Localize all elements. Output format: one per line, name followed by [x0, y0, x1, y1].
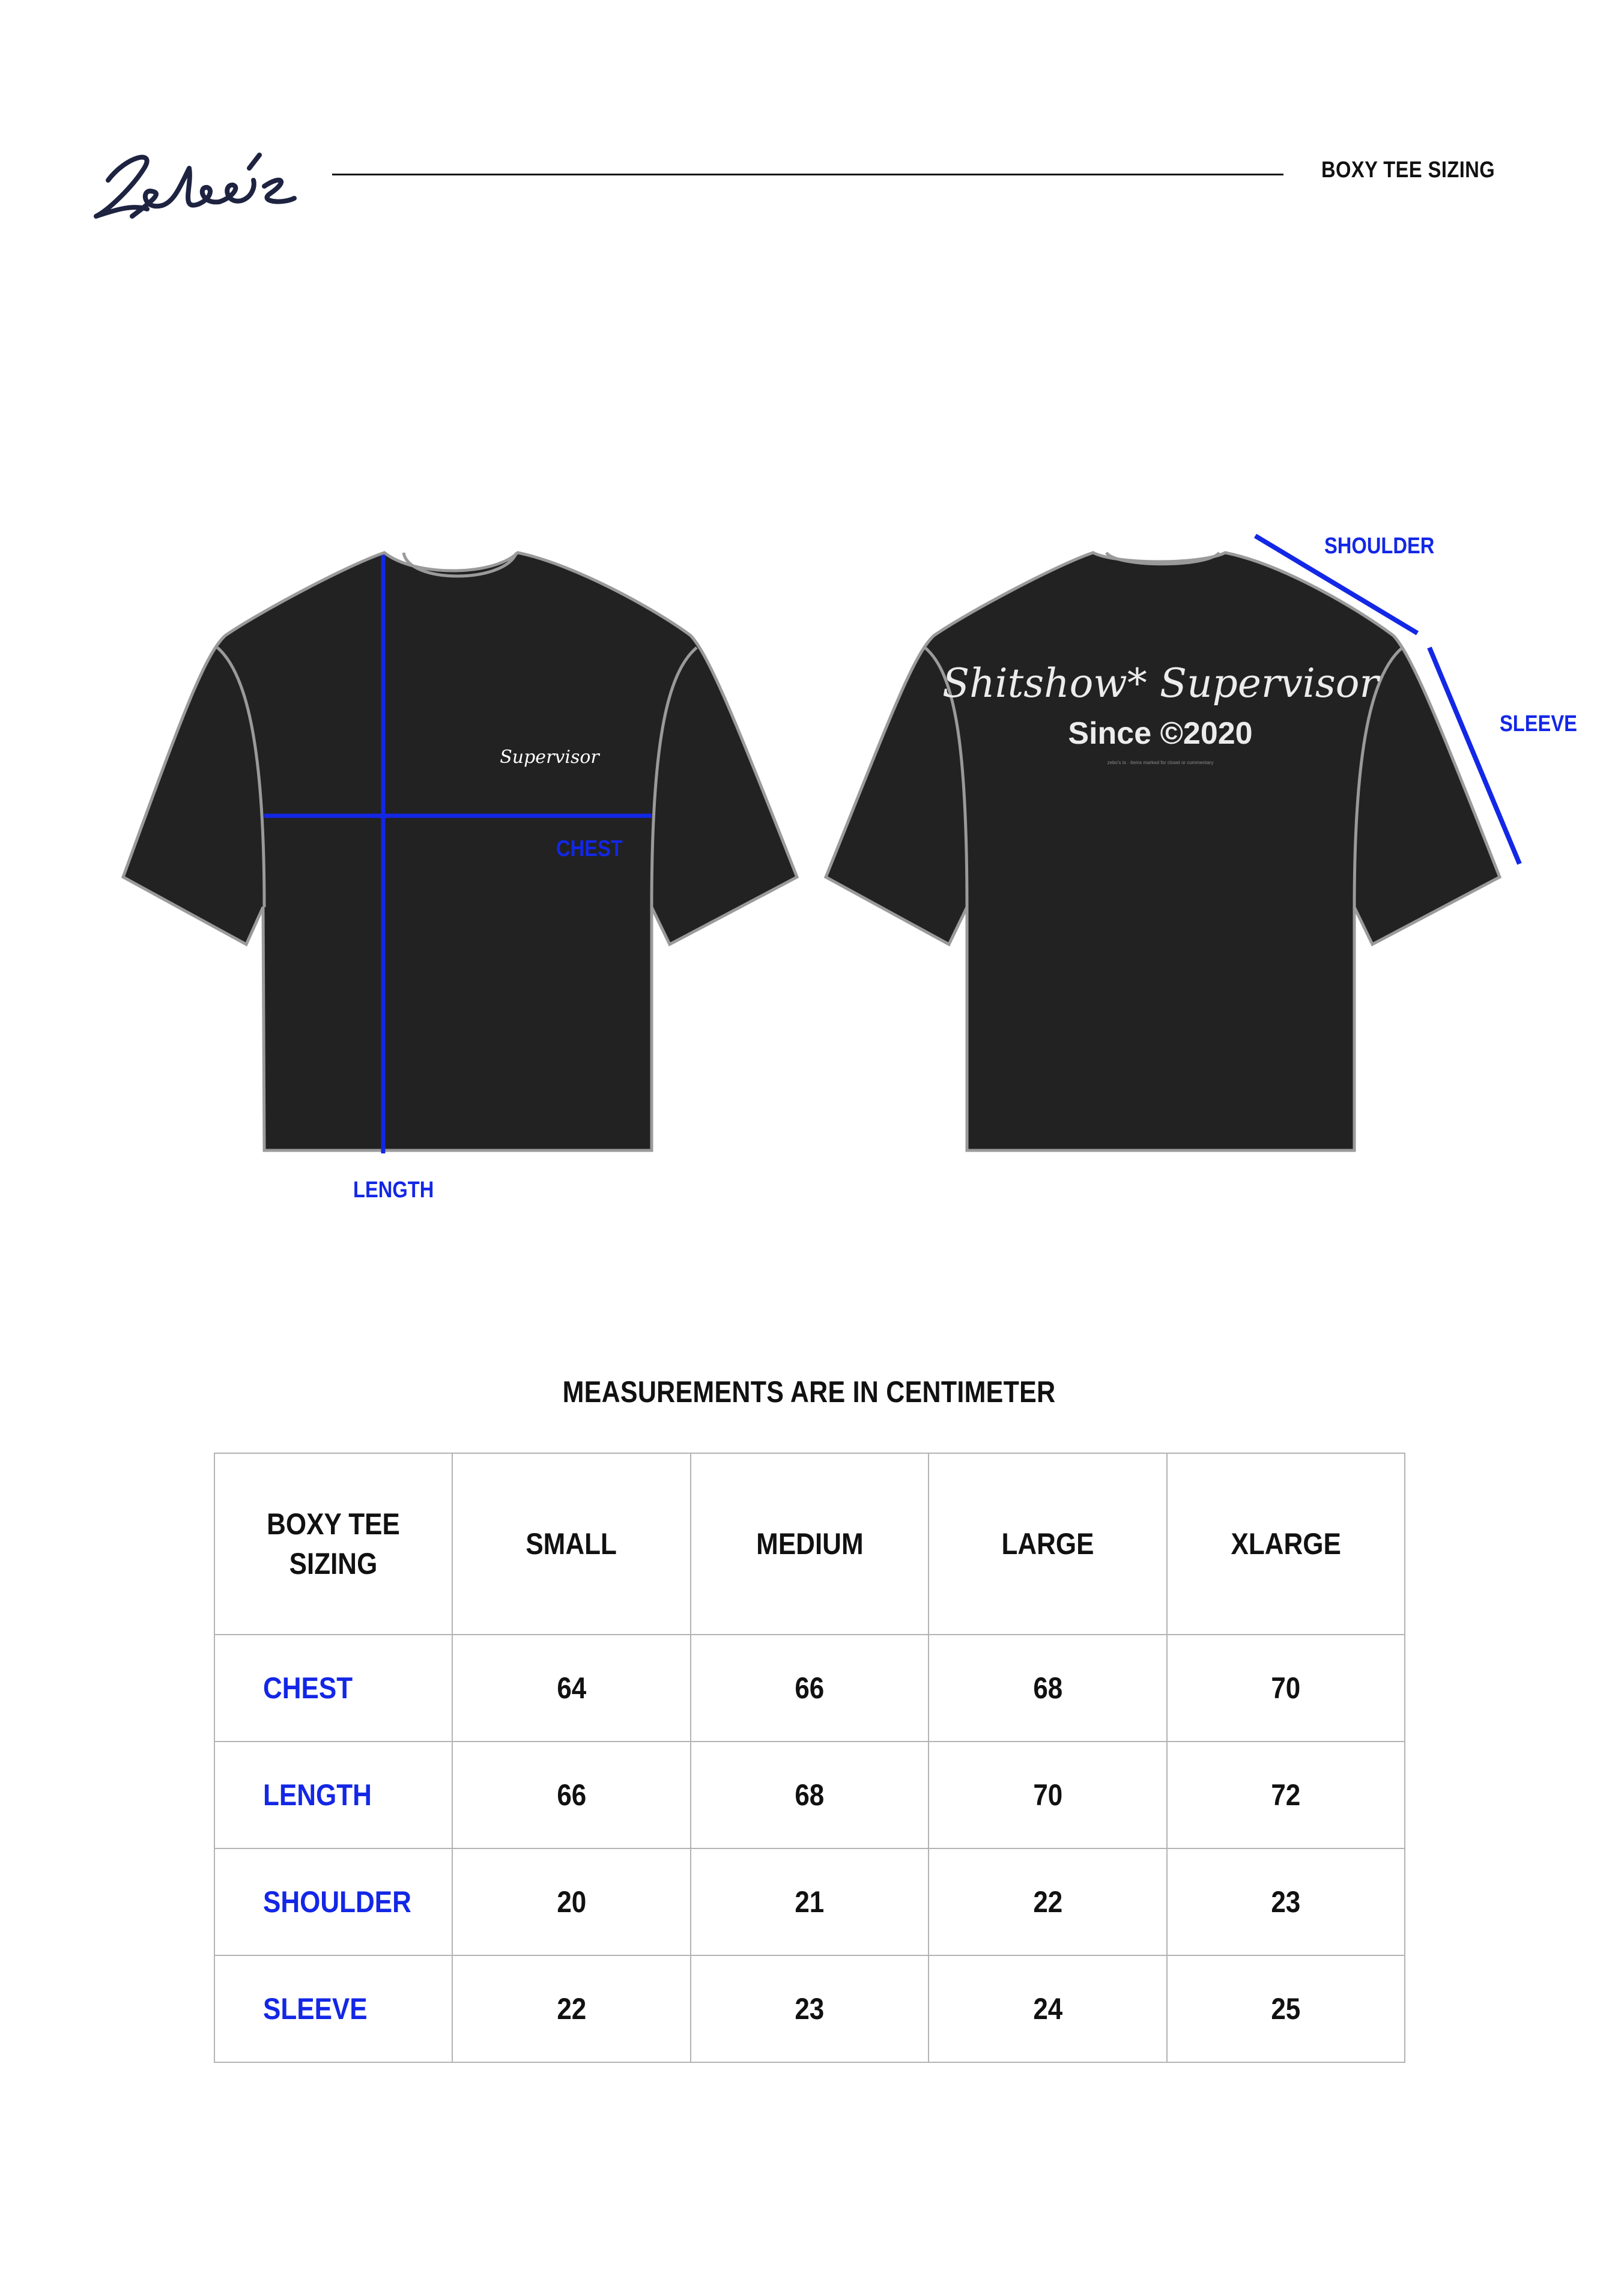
tee-back-body — [826, 553, 1500, 1150]
tee-back-print-line1: Shitshow* Supervisor — [942, 660, 1379, 706]
table-cell: 70 — [929, 1742, 1166, 1848]
tee-back — [826, 536, 1520, 1150]
table-cell: 66 — [452, 1742, 690, 1848]
length-label: LENGTH — [353, 1177, 434, 1203]
table-corner-line2: SIZING — [289, 1547, 378, 1581]
table-cell: 22 — [929, 1848, 1166, 1955]
header-divider — [332, 174, 1283, 175]
table-cell: 25 — [1167, 1955, 1405, 2062]
table-row — [214, 1742, 1405, 1848]
table-cell: 21 — [691, 1848, 929, 1955]
chest-label: CHEST — [556, 836, 623, 861]
units-note: MEASUREMENTS ARE IN CENTIMETER — [562, 1375, 1056, 1409]
table-corner — [214, 1453, 452, 1635]
table-cell: 68 — [691, 1742, 929, 1848]
tee-back-print-small: zebo's ts · items marked for closet or commentary — [1107, 760, 1214, 765]
table-corner-line1: BOXY TEE — [267, 1507, 401, 1541]
table-cell: 23 — [1167, 1848, 1405, 1955]
table-row — [214, 1635, 1405, 1742]
column-header: XLARGE — [1167, 1453, 1405, 1635]
brand-signature-icon — [90, 144, 306, 228]
tee-front — [123, 553, 797, 1153]
sleeve-label: SLEEVE — [1500, 711, 1577, 736]
table-row — [214, 1848, 1405, 1955]
table-cell: 64 — [452, 1635, 690, 1742]
shoulder-label: SHOULDER — [1324, 533, 1435, 559]
column-header: SMALL — [452, 1453, 690, 1635]
table-cell: 70 — [1167, 1635, 1405, 1742]
table-cell: 24 — [929, 1955, 1166, 2062]
row-label: CHEST — [214, 1635, 452, 1742]
brand-logo — [90, 144, 306, 228]
table-cell: 66 — [691, 1635, 929, 1742]
column-header: MEDIUM — [691, 1453, 929, 1635]
column-header: LARGE — [929, 1453, 1166, 1635]
table-cell: 23 — [691, 1955, 929, 2062]
tee-back-print-line2: Since ©2020 — [1068, 716, 1253, 751]
table-header-row — [214, 1453, 1405, 1635]
table-cell: 72 — [1167, 1742, 1405, 1848]
tee-front-print: Supervisor — [500, 747, 599, 768]
table-cell: 22 — [452, 1955, 690, 2062]
tee-diagram — [0, 493, 1618, 1238]
tee-front-body — [123, 553, 797, 1150]
row-label: SHOULDER — [214, 1848, 452, 1955]
size-table — [214, 1453, 1405, 2063]
table-cell: 68 — [929, 1635, 1166, 1742]
table-cell: 20 — [452, 1848, 690, 1955]
table-row — [214, 1955, 1405, 2062]
row-label: LENGTH — [214, 1742, 452, 1848]
page-title: BOXY TEE SIZING — [1321, 157, 1495, 183]
row-label: SLEEVE — [214, 1955, 452, 2062]
